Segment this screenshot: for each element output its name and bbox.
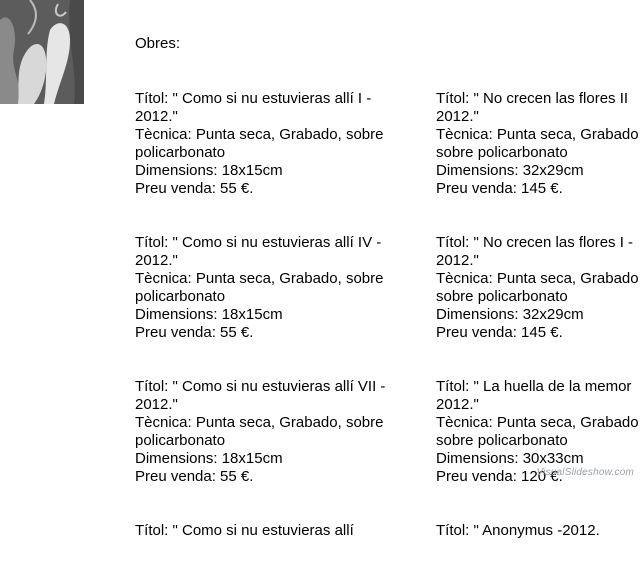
artwork-title: Títol: " Como si nu estuvieras allí VII - 2012.": [135, 378, 386, 413]
artwork-price: Preu venda: 55 €.: [135, 180, 254, 197]
artwork-dimensions: Dimensions: 32x29cm: [436, 306, 584, 323]
artwork-entry: [135, 234, 393, 342]
artwork-technique-cont: sobre policarbonato: [436, 432, 568, 449]
artwork-image: [0, 0, 84, 104]
watermark: VisualSlideshow.com: [536, 467, 634, 478]
artwork-entry: [135, 90, 393, 198]
artwork-price: Preu venda: 55 €.: [135, 468, 254, 485]
artwork-price: Preu venda: 145 €.: [436, 324, 563, 341]
artwork-entry: [436, 522, 640, 540]
artwork-dimensions: Dimensions: 18x15cm: [135, 450, 283, 467]
artwork-dimensions: Dimensions: 18x15cm: [135, 306, 283, 323]
artwork-entry: [436, 90, 640, 198]
artwork-technique: Tècnica: Punta seca, Grabado: [436, 270, 639, 287]
artwork-title-cont: 2012.": [436, 252, 479, 269]
artwork-technique-cont: sobre policarbonato: [436, 288, 568, 305]
artwork-entry: [135, 378, 393, 486]
artwork-title-cont: 2012.": [436, 108, 479, 125]
artwork-technique: Tècnica: Punta seca, Grabado: [436, 414, 639, 431]
artwork-dimensions: Dimensions: 30x33cm: [436, 450, 584, 467]
artwork-title: Títol: " Anonymus -2012.: [436, 522, 600, 539]
artwork-technique-cont: sobre policarbonato: [436, 144, 568, 161]
artwork-technique: Tècnica: Punta seca, Grabado, sobre policarbonato: [135, 126, 384, 161]
artwork-dimensions: Dimensions: 32x29cm: [436, 162, 584, 179]
artwork-title: Títol: " No crecen las flores II: [436, 90, 629, 107]
right-column: [436, 90, 640, 576]
artwork-title-cont: 2012.": [436, 396, 479, 413]
artwork-dimensions: Dimensions: 18x15cm: [135, 162, 283, 179]
artwork-technique: Tècnica: Punta seca, Grabado: [436, 126, 639, 143]
artwork-title: Títol: " Como si nu estuvieras allí I - 2012.": [135, 90, 372, 125]
artwork-price: Preu venda: 145 €.: [436, 180, 563, 197]
artwork-entry: [135, 522, 393, 540]
left-column: [135, 90, 393, 576]
artwork-price: Preu venda: 55 €.: [135, 324, 254, 341]
artwork-title: Títol: " Como si nu estuvieras allí IV - 2012.": [135, 234, 382, 269]
artwork-technique: Tècnica: Punta seca, Grabado, sobre policarbonato: [135, 270, 384, 305]
artwork-thumbnail: [0, 0, 84, 104]
artwork-technique: Tècnica: Punta seca, Grabado, sobre policarbonato: [135, 414, 384, 449]
artwork-price: Preu venda: 120 €.: [436, 468, 563, 485]
page-heading: Obres:: [135, 35, 181, 52]
artwork-title: Títol: " La huella de la memor: [436, 378, 632, 395]
artwork-title: Títol: " Como si nu estuvieras allí: [135, 522, 354, 539]
artwork-entry: [436, 234, 640, 342]
artwork-title: Títol: " No crecen las flores I -: [436, 234, 634, 251]
